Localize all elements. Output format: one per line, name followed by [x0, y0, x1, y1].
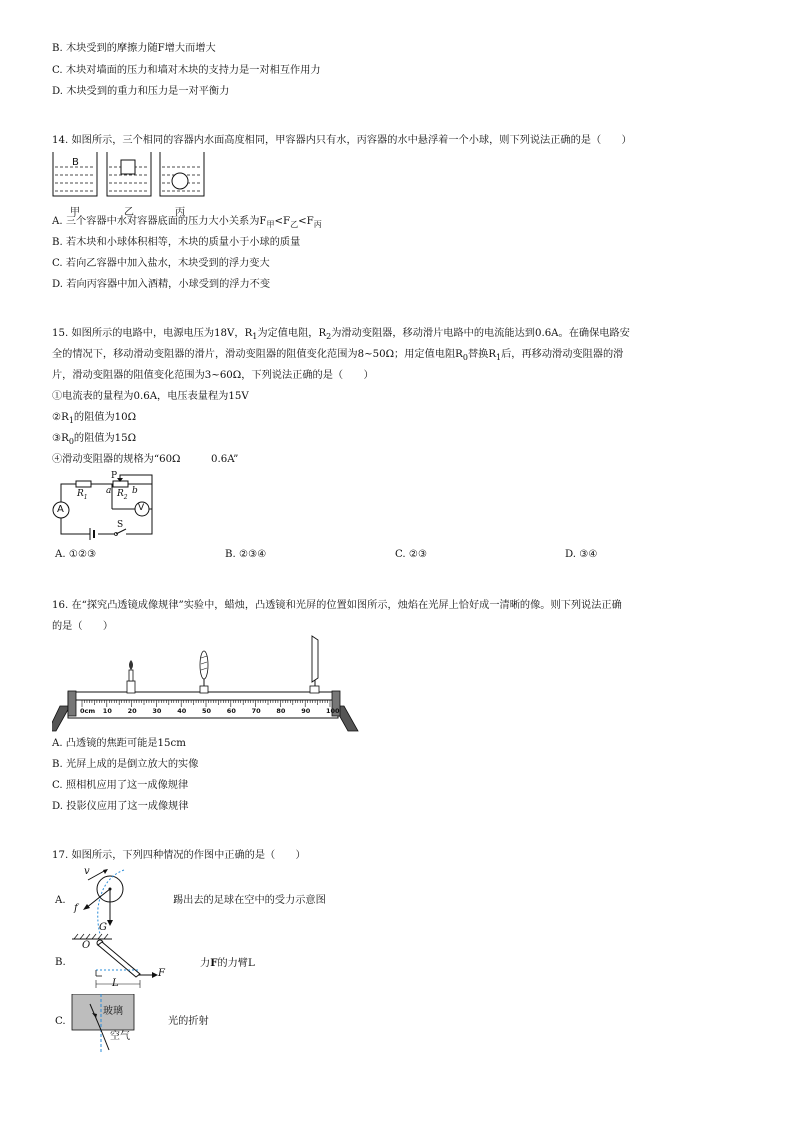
q17-option-c-caption: 光的折射 [168, 1016, 209, 1027]
q17-option-a-label: A. [55, 895, 66, 906]
pivot-o-label: O [82, 940, 91, 951]
r2-label: $R_2$ [117, 489, 128, 501]
ruler-tick-label: 80 [276, 707, 286, 715]
q15-statement-3: $③R_0$的阻值为15Ω [52, 433, 137, 446]
ruler-tick-label: 30 [152, 707, 162, 715]
resistor-r1 [76, 481, 91, 487]
velocity-label: v [84, 866, 90, 877]
q15-choice-d: D. ③④ [565, 549, 598, 560]
ruler-tick-label: 90 [301, 707, 311, 715]
p-label: P [111, 471, 118, 481]
optical-bench-figure [52, 634, 362, 732]
q15-choice-a: A. ①②③ [55, 549, 97, 560]
q13-option-d: D. 木块受到的重力和压力是一对平衡力 [52, 86, 230, 97]
rheostat-r2 [113, 481, 128, 487]
b-label: b [132, 486, 138, 496]
ammeter-label: A [57, 504, 64, 515]
q14-option-c: C. 若向乙容器中加入盐水，木块受到的浮力变大 [52, 258, 270, 269]
small-ball [172, 173, 188, 189]
a-label: a [106, 486, 112, 496]
q15-choice-c: C. ②③ [395, 549, 428, 560]
glass-label: 玻璃 [103, 1006, 123, 1017]
q13-option-c: C. 木块对墙面的压力和墙对木块的支持力是一对相互作用力 [52, 65, 321, 76]
ruler-tick-label: 0cm [80, 707, 96, 715]
r1-label: $R_1$ [77, 489, 88, 501]
q16-option-d: D. 投影仪应用了这一成像规律 [52, 801, 189, 812]
q15-stem-line1: 15. 如图所示的电路中，电源电压为18V，$R_1$为定值电阻，$R_2$为滑动变阻器，移动滑片电路中的电流能达到0.6A。在确保电路安 [52, 328, 630, 341]
q15-stem-line3: 片，滑动变阻器的阻值变化范围为3~60Ω，下列说法正确的是（ ） [52, 370, 374, 381]
ruler-tick-label: 70 [251, 707, 261, 715]
ruler-tick-label: 10 [102, 707, 112, 715]
q14-stem: 14. 如图所示，三个相同的容器内水面高度相同，甲容器内只有水，丙容器的水中悬浮着一个小球，则下列说法正确的是（ ） [52, 135, 632, 146]
q17-option-b-caption: 力F的力臂L [200, 957, 255, 969]
q13-option-b: B. 木块受到的摩擦力随F增大而增大 [52, 43, 216, 54]
container-label-jia: 甲 [70, 207, 80, 218]
ruler-tick-label: 100 [326, 707, 340, 715]
friction-label: f [74, 903, 78, 914]
q17-option-c-label: C. [55, 1016, 66, 1027]
q15-choice-b: B. ②③④ [225, 549, 267, 560]
q17-option-b-label: B. [55, 957, 66, 968]
q15-stem-line2: 全的情况下，移动滑动变阻器的滑片，滑动变阻器的阻值变化范围为8~50Ω；用定值电阻$R_0$替换$R_1$后，再移动滑动变阻器的滑 [52, 349, 624, 362]
lever-bar [98, 942, 140, 977]
ray-in-air [101, 1030, 109, 1050]
convex-lens-icon [200, 651, 208, 693]
switch-label: S [117, 520, 124, 530]
q15-statement-4: ④滑动变阻器的规格为“60Ω 0.6A” [52, 454, 239, 465]
air-label: 空气 [110, 1031, 130, 1042]
block-label: B [72, 157, 79, 168]
q15-statement-2: $②R_1$的阻值为10Ω [52, 412, 137, 425]
q16-option-a: A. 凸透镜的焦距可能是15cm [52, 738, 186, 749]
container-label-yi: 乙 [124, 207, 134, 218]
container-label-bing: 丙 [175, 207, 185, 218]
q14-option-a: A. 三个容器中水对容器底面的压力大小关系为$F_甲<F_乙<F_丙$ [52, 216, 322, 229]
q14-option-d: D. 若向丙容器中加入酒精，小球受到的浮力不变 [52, 279, 271, 290]
q15-circuit-diagram [50, 470, 162, 542]
q17-option-a-caption: 踢出去的足球在空中的受力示意图 [173, 895, 326, 906]
velocity-arrow-icon [103, 869, 108, 874]
q17-stem: 17. 如图所示，下列四种情况的作图中正确的是（ ） [52, 850, 306, 861]
q14-option-b: B. 若木块和小球体积相等，木块的质量小于小球的质量 [52, 237, 301, 248]
lever-l-label: L [112, 978, 119, 989]
light-screen-icon [310, 636, 319, 693]
ruler-tick-label: 40 [177, 707, 187, 715]
ruler-tick-label: 60 [226, 707, 236, 715]
candle-icon [127, 660, 135, 693]
q16-stem-line2: 的是（ ） [52, 621, 114, 632]
gravity-label: G [99, 922, 107, 933]
q16-option-b: B. 光屏上成的是倒立放大的实像 [52, 759, 199, 770]
q16-stem-line1: 16. 在“探究凸透镜成像规律”实验中，蜡烛，凸透镜和光屏的位置如图所示，烛焰在光屏上恰好成一清晰的像。则下列说法正确 [52, 600, 622, 611]
gravity-arrow-icon [107, 920, 113, 926]
q15-statement-1: ①电流表的量程为0.6A，电压表量程为15V [52, 391, 249, 402]
bench-left-leg [52, 706, 70, 731]
wooden-block [121, 160, 135, 174]
ruler-tick-label: 50 [202, 707, 212, 715]
friction-arrow-icon [83, 904, 90, 910]
ruler-tick-label: 20 [127, 707, 137, 715]
q16-option-c: C. 照相机应用了这一成像规律 [52, 780, 189, 791]
voltmeter-label: V [138, 503, 145, 513]
force-f-label: F [158, 968, 165, 979]
